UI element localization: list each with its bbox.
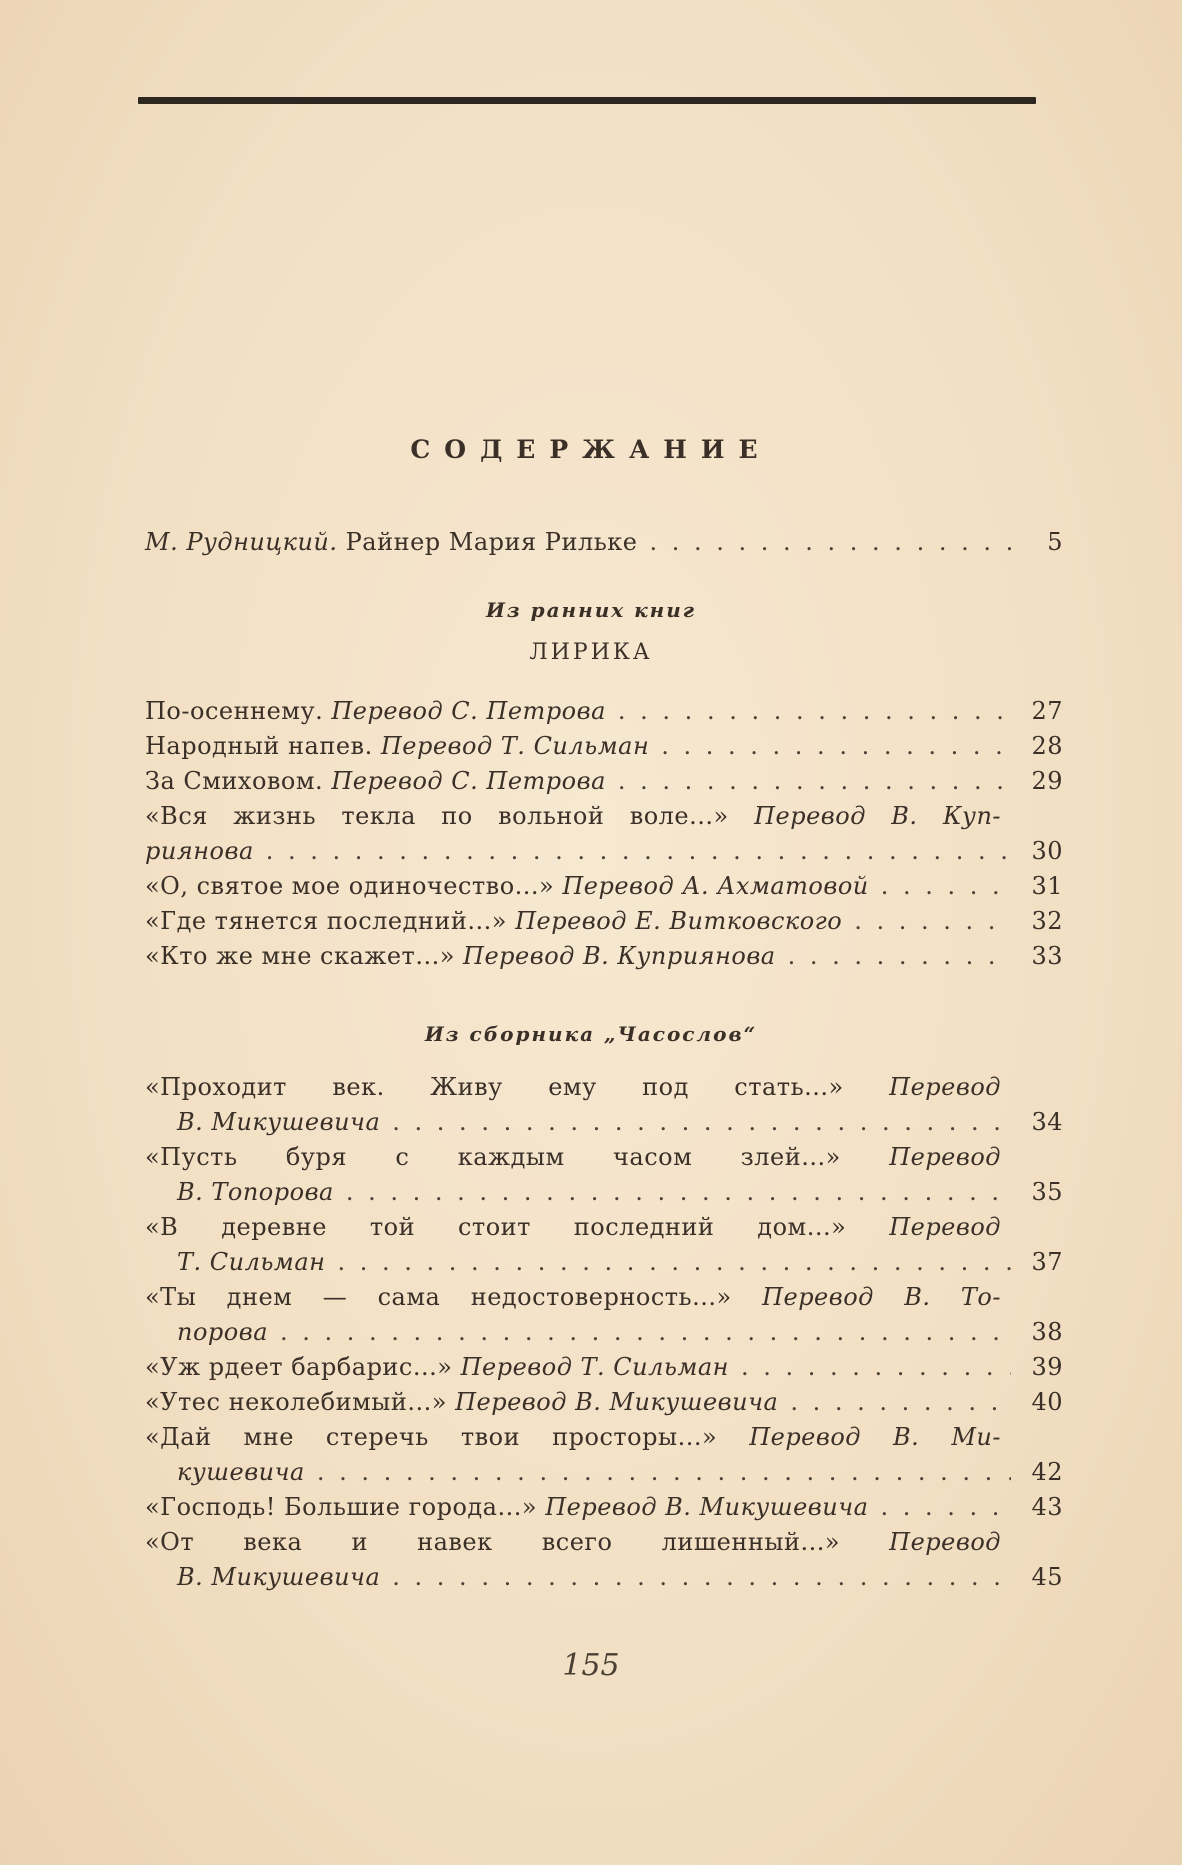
entry-title: По-осеннему. (145, 697, 324, 725)
entry-page: 31 (1031, 872, 1063, 900)
entry-page: 29 (1031, 767, 1063, 795)
toc-entry (145, 799, 1063, 869)
toc-entry (145, 904, 1063, 939)
entry-page: 27 (1031, 697, 1063, 725)
section-title-book-of-hours: Из сборника „Часослов“ (424, 1022, 758, 1046)
toc-entry (145, 1350, 1063, 1385)
entry-translator-cont: В. Микушевича (177, 1108, 381, 1136)
toc-entry (145, 939, 1063, 974)
toc-entry (145, 1140, 1063, 1210)
entry-page: 30 (1031, 837, 1063, 865)
entry-title: «Проходит век. Живу ему под стать...» (145, 1073, 844, 1101)
entry-translator: Перевод (889, 1143, 1002, 1171)
toc-entry (145, 1490, 1063, 1525)
toc-entry (145, 869, 1063, 904)
entry-page: 37 (1031, 1248, 1063, 1276)
toc-entry (145, 1525, 1063, 1595)
entry-title: «Где тянется последний...» (145, 907, 507, 935)
entry-translator: Перевод Т. Сильман (460, 1353, 729, 1381)
toc-entry (145, 1210, 1063, 1280)
entry-title: Народный напев. (145, 732, 373, 760)
entry-translator: Перевод Т. Сильман (380, 732, 650, 760)
entry-translator: Перевод С. Петрова (331, 697, 606, 725)
entry-page: 42 (1031, 1458, 1063, 1486)
entry-translator-cont: порова (177, 1318, 268, 1346)
entry-translator: Перевод (889, 1213, 1002, 1241)
entry-translator: Перевод Е. Витковского (515, 907, 843, 935)
section-subtitle-lyrics: ЛИРИКА (529, 640, 653, 665)
entry-title: «От века и навек всего лишенный...» (145, 1528, 841, 1556)
entry-title: «Вся жизнь текла по вольной воле...» (145, 802, 729, 830)
toc-section-book-of-hours (145, 1070, 1063, 1595)
entry-title: «Господь! Большие города...» (145, 1493, 538, 1521)
entry-page: 32 (1031, 907, 1063, 935)
entry-title: «Утес неколебимый...» (145, 1388, 447, 1416)
entry-translator-cont: Т. Сильман (177, 1248, 326, 1276)
entry-page: 39 (1031, 1353, 1063, 1381)
entry-title: «О, святое мое одиночество...» (145, 872, 555, 900)
intro-title: Райнер Мария Рильке (345, 528, 638, 556)
entry-translator-cont: В. Микушевича (177, 1563, 381, 1591)
entry-title: «Дай мне стеречь твои просторы...» (145, 1423, 718, 1451)
entry-translator-cont: кушевича (177, 1458, 305, 1486)
section-title-early-books: Из ранних книг (485, 598, 697, 622)
entry-translator: Перевод В. Микушевича (455, 1388, 779, 1416)
intro-author: М. Рудницкий. (145, 528, 338, 556)
entry-translator-cont: риянова (145, 837, 254, 865)
entry-title: «Уж рдеет барбарис...» (145, 1353, 453, 1381)
top-rule (138, 97, 1036, 104)
toc-entry (145, 1420, 1063, 1490)
page-number: 155 (562, 1648, 620, 1683)
entry-title: «Кто же мне скажет...» (145, 942, 455, 970)
entry-translator: Перевод В. Микушевича (545, 1493, 869, 1521)
entry-page: 43 (1031, 1493, 1063, 1521)
entry-page: 34 (1031, 1108, 1063, 1136)
entry-translator: Перевод (889, 1528, 1001, 1556)
toc-intro (145, 525, 1063, 560)
entry-title: «В деревне той стоит последний дом...» (145, 1213, 847, 1241)
toc-section-lyrics (145, 694, 1063, 974)
entry-page: 45 (1031, 1563, 1063, 1591)
toc-entry (145, 694, 1063, 729)
entry-page: 33 (1031, 942, 1063, 970)
entry-page: 40 (1031, 1388, 1063, 1416)
entry-title: «Ты днем — сама недостоверность...» (145, 1283, 732, 1311)
page-title: СОДЕРЖАНИЕ (410, 435, 772, 464)
entry-translator: Перевод (889, 1073, 1001, 1101)
entry-translator-cont: В. Топорова (177, 1178, 334, 1206)
entry-title: «Пусть буря с каждым часом злей...» (145, 1143, 841, 1171)
entry-page: 28 (1031, 732, 1063, 760)
intro-page: 5 (1047, 528, 1063, 556)
toc-entry (145, 1385, 1063, 1420)
toc-entry (145, 1070, 1063, 1140)
toc-entry (145, 729, 1063, 764)
entry-page: 35 (1031, 1178, 1063, 1206)
toc-entry (145, 1280, 1063, 1350)
entry-translator: Перевод В. То- (762, 1283, 1001, 1311)
entry-translator: Перевод В. Ми- (749, 1423, 1001, 1451)
toc-entry (145, 764, 1063, 799)
entry-page: 38 (1031, 1318, 1063, 1346)
entry-translator: Перевод С. Петрова (331, 767, 606, 795)
entry-translator: Перевод А. Ахматовой (562, 872, 869, 900)
entry-translator: Перевод В. Куп- (754, 802, 1002, 830)
entry-title: За Смиховом. (145, 767, 324, 795)
entry-translator: Перевод В. Куприянова (463, 942, 776, 970)
